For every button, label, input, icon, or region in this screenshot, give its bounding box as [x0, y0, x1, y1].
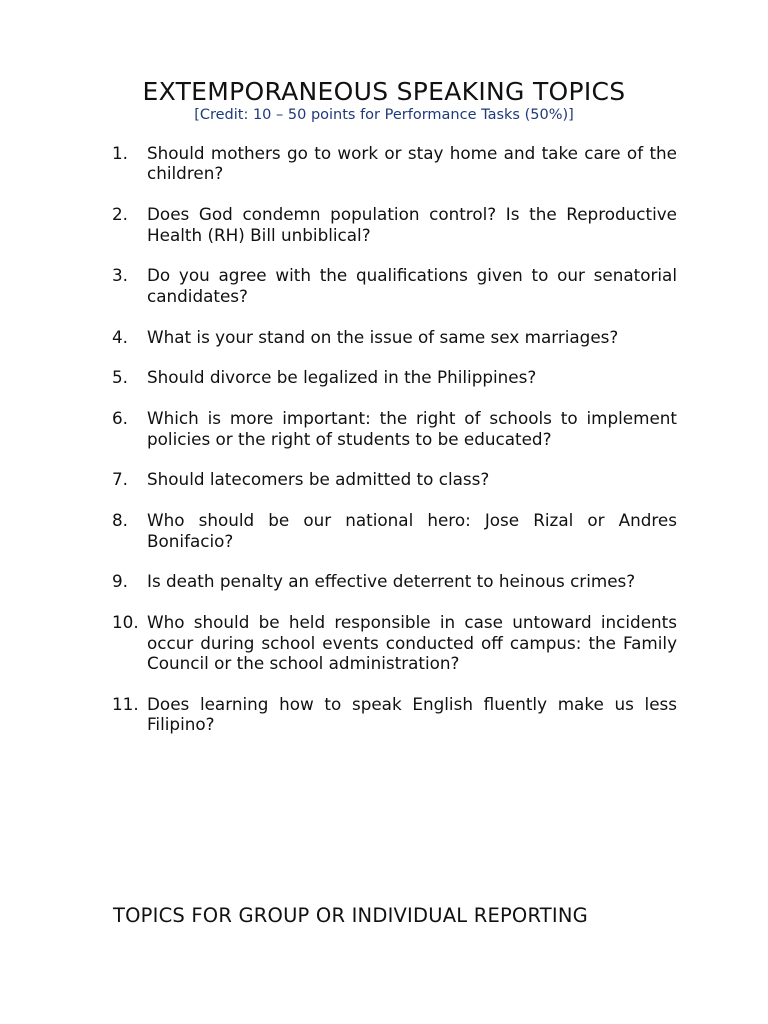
- item-number: 7.: [112, 469, 129, 490]
- list-item: [112, 408, 677, 449]
- list-item: [112, 612, 677, 673]
- list-item: [112, 143, 677, 184]
- item-number: 3.: [112, 265, 129, 286]
- item-text: Should mothers go to work or stay home and take care of the children?: [147, 143, 677, 184]
- item-text: Who should be our national hero: Jose Rizal or Andres Bonifacio?: [147, 510, 677, 551]
- item-number: 6.: [112, 408, 129, 429]
- list-item: [112, 469, 677, 489]
- item-text: Does learning how to speak English fluently make us less Filipino?: [147, 693, 677, 735]
- list-item: [112, 327, 677, 347]
- section-heading: TOPICS FOR GROUP OR INDIVIDUAL REPORTING: [113, 904, 588, 927]
- item-text: What is your stand on the issue of same sex marriages?: [147, 326, 619, 347]
- item-text: Who should be held responsible in case untoward incidents occur during school events conducted off campus: the Family Council or the school administration?: [147, 612, 677, 674]
- item-text: Do you agree with the qualifications given to our senatorial candidates?: [147, 265, 677, 306]
- list-item: [112, 571, 677, 591]
- item-number: 4.: [112, 326, 129, 347]
- topics-list: [112, 143, 677, 755]
- list-item: [112, 265, 677, 306]
- item-text: Does God condemn population control? Is the Reproductive Health (RH) Bill unbiblical?: [147, 204, 677, 245]
- item-number: 10.: [112, 612, 139, 633]
- item-text: Should divorce be legalized in the Philippines?: [147, 367, 537, 388]
- list-item: [112, 694, 677, 735]
- item-text: Should latecomers be admitted to class?: [147, 469, 490, 490]
- credit-note: [Credit: 10 – 50 points for Performance Tasks (50%)]: [194, 107, 574, 123]
- list-item: [112, 204, 677, 245]
- item-text: Which is more important: the right of schools to implement policies or the right of students to be educated?: [147, 408, 677, 449]
- page-title: EXTEMPORANEOUS SPEAKING TOPICS: [142, 77, 626, 106]
- item-number: 8.: [112, 510, 129, 531]
- item-text: Is death penalty an effective deterrent to heinous crimes?: [147, 571, 636, 592]
- item-number: 9.: [112, 571, 129, 592]
- item-number: 1.: [112, 143, 129, 163]
- item-number: 2.: [112, 204, 129, 225]
- item-number: 5.: [112, 367, 129, 388]
- list-item: [112, 367, 677, 387]
- item-number: 11.: [112, 693, 139, 714]
- list-item: [112, 510, 677, 551]
